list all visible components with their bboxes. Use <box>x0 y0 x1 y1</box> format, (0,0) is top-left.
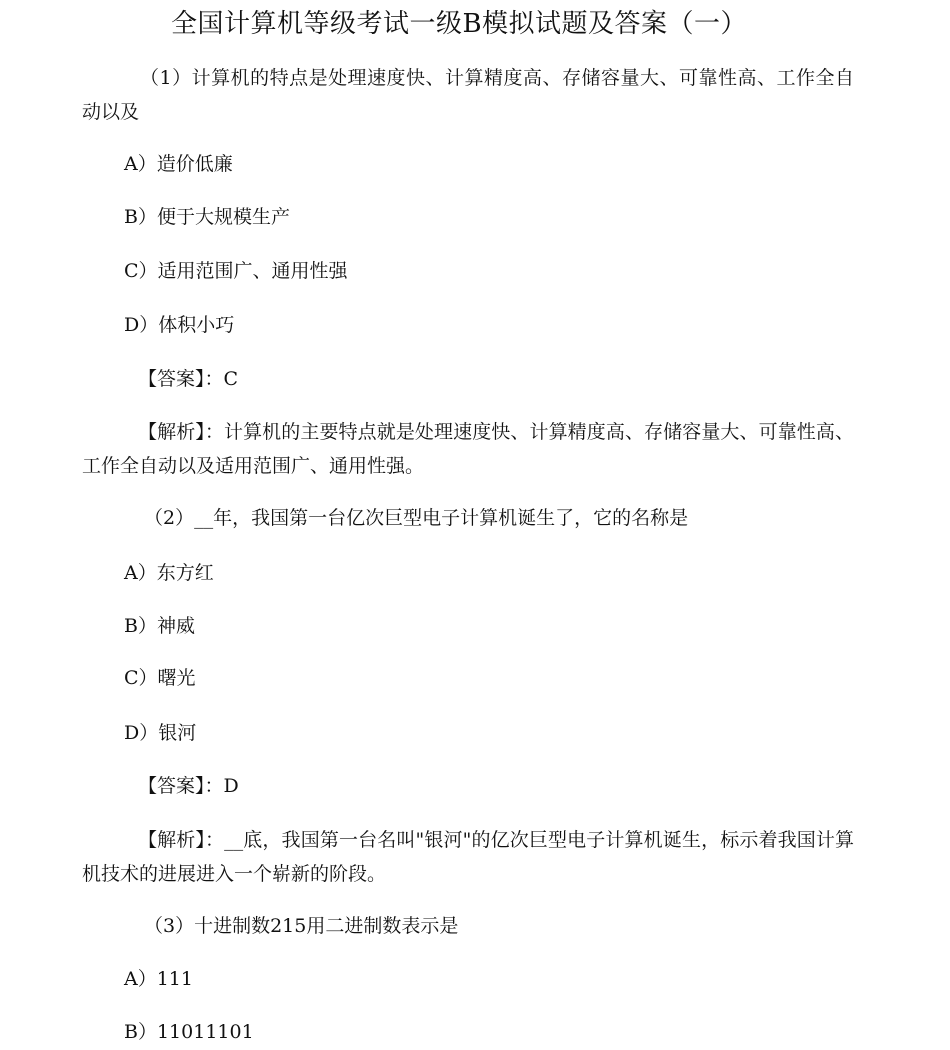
document-title: 全国计算机等级考试一级B模拟试题及答案（一） <box>170 9 748 39</box>
question-3-stem: （3）十进制数215用二进制数表示是 <box>144 915 459 937</box>
question-2-option-d: D）银河 <box>124 722 197 744</box>
question-1-stem: （1）计算机的特点是处理速度快、计算精度高、存储容量大、可靠性高、工作全自动以及 <box>82 67 854 123</box>
question-2-option-b: B）神威 <box>124 615 195 637</box>
question-2-answer: 【答案】：D <box>138 775 239 797</box>
question-3-option-b: B）11011101 <box>124 1021 254 1043</box>
question-1-answer: 【答案】：C <box>138 368 239 390</box>
question-3-option-a: A）111 <box>124 968 193 990</box>
question-2-option-a: A）东方红 <box>124 562 214 584</box>
question-2-explanation: 【解析】：__底，我国第一台名叫"银河"的亿次巨型电子计算机诞生，标示着我国计算机技术的进展进入一个崭新的阶段。 <box>82 829 854 885</box>
question-1-explanation: 【解析】：计算机的主要特点就是处理速度快、计算精度高、存储容量大、可靠性高、工作全自动以及适用范围广、通用性强。 <box>82 421 854 477</box>
question-2-option-c: C）曙光 <box>124 667 196 689</box>
question-1-option-b: B）便于大规模生产 <box>124 206 290 228</box>
question-1-option-a: A）造价低廉 <box>124 153 233 175</box>
question-2-stem: （2）__年，我国第一台亿次巨型电子计算机诞生了，它的名称是 <box>144 507 689 529</box>
question-1-option-c: C）适用范围广、通用性强 <box>124 260 348 282</box>
question-1-option-d: D）体积小巧 <box>124 314 235 336</box>
